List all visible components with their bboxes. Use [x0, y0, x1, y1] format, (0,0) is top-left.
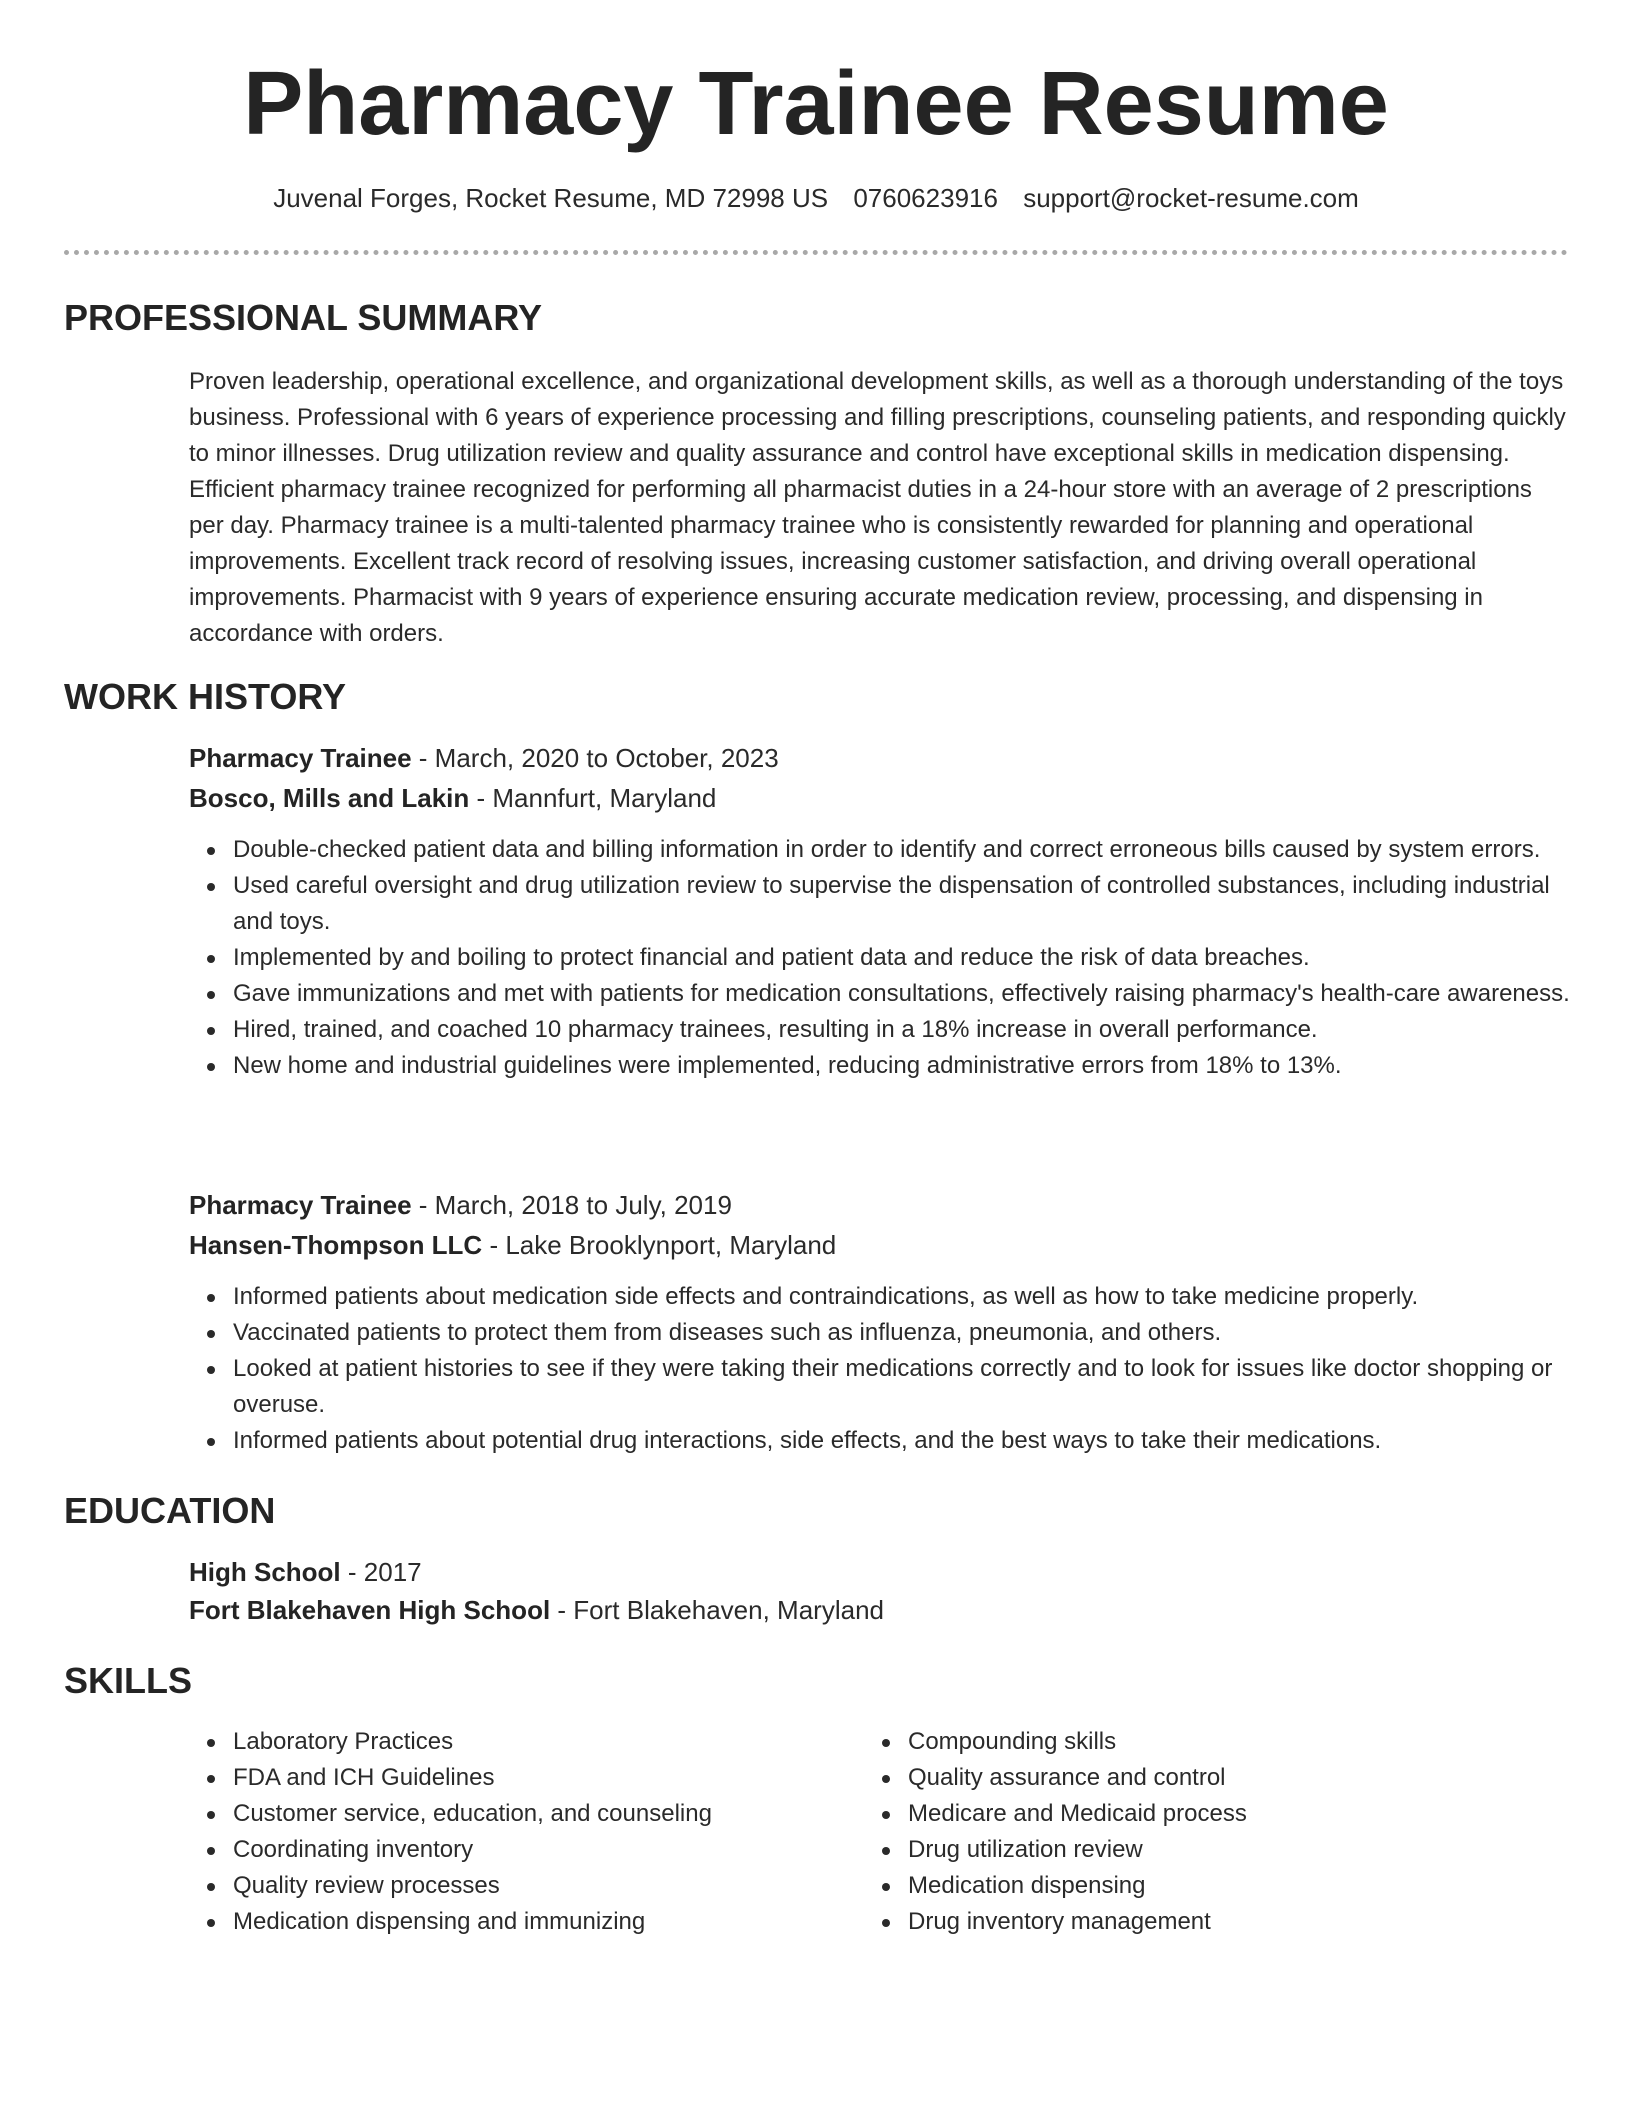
header-divider [64, 250, 1568, 255]
job-2-location: - Lake Brooklynport, Maryland [482, 1230, 837, 1260]
job-2-duties [189, 1279, 1579, 1459]
list-item: Hired, trained, and coached 10 pharmacy trainees, resulting in a 18% increase in overall performance. [233, 1012, 1579, 1048]
work-history-heading: WORK HISTORY [64, 676, 347, 717]
list-item: Double-checked patient data and billing information in order to identify and correct erroneous bills caused by system errors. [233, 832, 1579, 868]
education-school: Fort Blakehaven High School [189, 1595, 551, 1625]
job-1-dates: - March, 2020 to October, 2023 [411, 743, 779, 773]
skill-item: Medication dispensing and immunizing [233, 1904, 873, 1940]
job-1-company: Bosco, Mills and Lakin [189, 783, 470, 813]
job-1-duties [189, 832, 1579, 1084]
skill-item: Compounding skills [908, 1724, 1548, 1760]
job-1-title: Pharmacy Trainee [189, 743, 412, 773]
resume-title: Pharmacy Trainee Resume [243, 54, 1389, 154]
job-2-title-line [189, 1187, 732, 1223]
education-degree: High School [189, 1557, 341, 1587]
education-school-line [189, 1592, 884, 1628]
education-heading: EDUCATION [64, 1490, 276, 1531]
job-2-company: Hansen-Thompson LLC [189, 1230, 483, 1260]
skill-item: Laboratory Practices [233, 1724, 873, 1760]
skill-item: Drug utilization review [908, 1832, 1548, 1868]
job-2-title: Pharmacy Trainee [189, 1190, 412, 1220]
job-2-company-line [189, 1227, 836, 1263]
job-1-location: - Mannfurt, Maryland [469, 783, 717, 813]
education-location: - Fort Blakehaven, Maryland [550, 1595, 884, 1625]
skill-item: Quality review processes [233, 1868, 873, 1904]
list-item: Used careful oversight and drug utilization review to supervise the dispensation of controlled substances, including industrial and toys. [233, 868, 1579, 940]
skill-item: Medicare and Medicaid process [908, 1796, 1548, 1832]
contact-address: Juvenal Forges, Rocket Resume, MD 72998 US [273, 183, 829, 213]
skills-list-left [189, 1724, 873, 1940]
summary-text: Proven leadership, operational excellence, and organizational development skills, as well as a thorough understanding of the toys business. Professional with 6 years of experience processing and filling prescriptions, counseling patients, and responding quickly to minor illnesses. Drug utilization review and quality assurance and control have exceptional skills in medication dispensing. Efficient pharmacy trainee recognized for performing all pharmacist duties in a 24-hour store with an average of 2 prescriptions per day. Pharmacy trainee is a multi-talented pharmacy trainee who is consistently rewarded for planning and operational improvements. Excellent track record of resolving issues, increasing customer satisfaction, and driving overall operational improvements. Pharmacist with 9 years of experience ensuring accurate medication review, processing, and dispensing in accordance with orders. [189, 368, 1566, 647]
skill-item: Quality assurance and control [908, 1760, 1548, 1796]
education-degree-line [189, 1554, 422, 1590]
list-item: Informed patients about potential drug interactions, side effects, and the best ways to take their medications. [233, 1423, 1579, 1459]
education-year: - 2017 [340, 1557, 422, 1587]
list-item: Informed patients about medication side effects and contraindications, as well as how to take medicine properly. [233, 1279, 1579, 1315]
contact-line [0, 180, 1632, 216]
list-item: Vaccinated patients to protect them from diseases such as influenza, pneumonia, and others. [233, 1315, 1579, 1351]
skills-heading: SKILLS [64, 1660, 193, 1701]
contact-phone: 0760623916 [853, 183, 998, 213]
list-item: Implemented by and boiling to protect financial and patient data and reduce the risk of data breaches. [233, 940, 1579, 976]
job-1-title-line [189, 740, 779, 776]
skill-item: FDA and ICH Guidelines [233, 1760, 873, 1796]
skill-item: Customer service, education, and counseling [233, 1796, 873, 1832]
list-item: New home and industrial guidelines were implemented, reducing administrative errors from 18% to 13%. [233, 1048, 1579, 1084]
skills-list-right [864, 1724, 1548, 1940]
job-2-dates: - March, 2018 to July, 2019 [411, 1190, 732, 1220]
skill-item: Coordinating inventory [233, 1832, 873, 1868]
list-item: Looked at patient histories to see if they were taking their medications correctly and to look for issues like doctor shopping or overuse. [233, 1351, 1579, 1423]
job-1-company-line [189, 780, 716, 816]
summary-heading: PROFESSIONAL SUMMARY [64, 297, 543, 338]
skill-item: Medication dispensing [908, 1868, 1548, 1904]
skill-item: Drug inventory management [908, 1904, 1548, 1940]
contact-email: support@rocket-resume.com [1023, 183, 1359, 213]
list-item: Gave immunizations and met with patients for medication consultations, effectively raising pharmacy's health-care awareness. [233, 976, 1579, 1012]
